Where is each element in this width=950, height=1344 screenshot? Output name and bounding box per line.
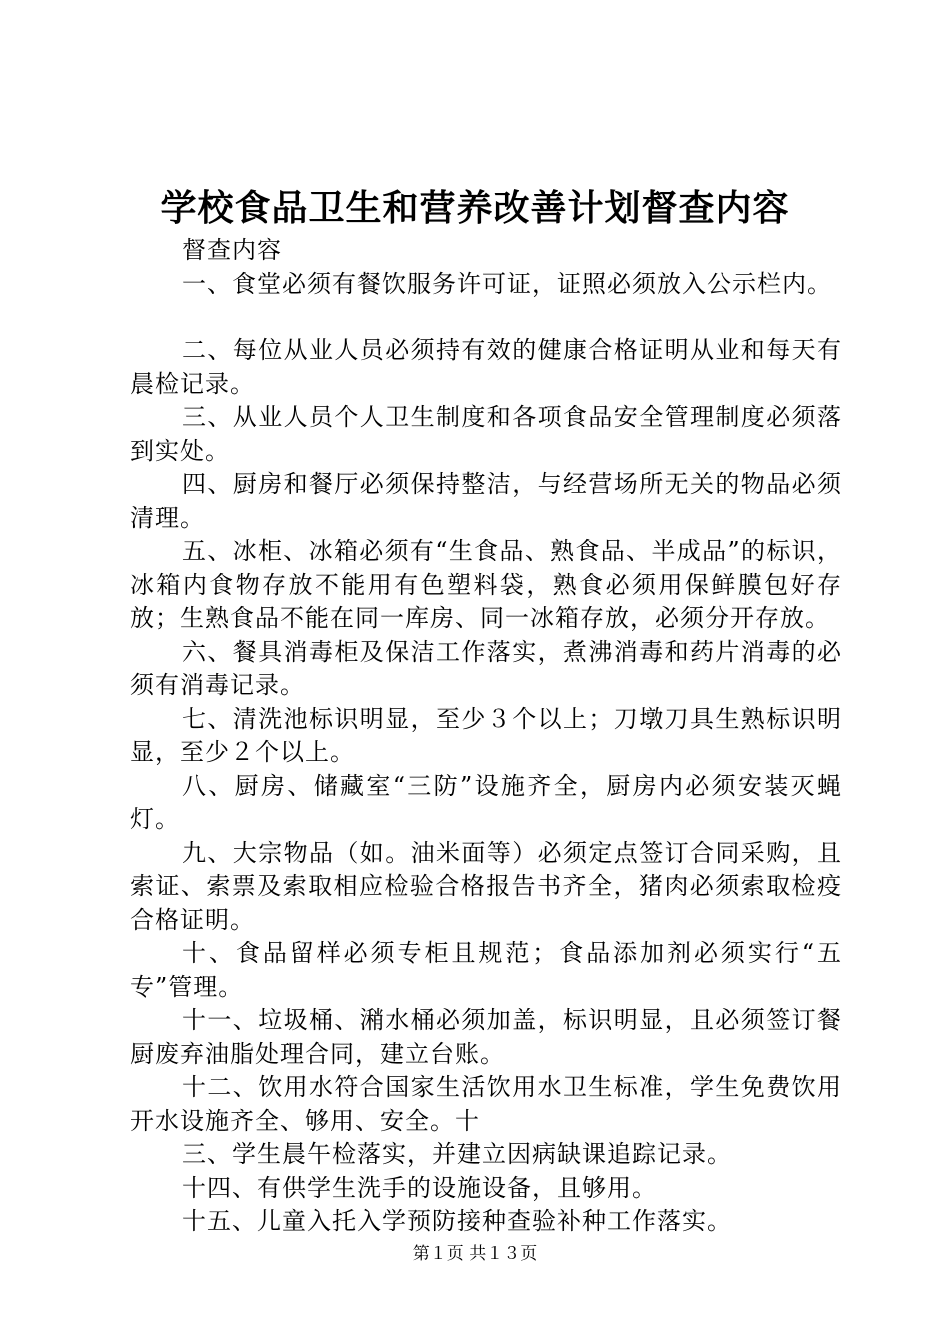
- paragraph: 十四、有供学生洗手的设施设备，且够用。: [182, 1173, 657, 1202]
- document-title: 学校食品卫生和营养改善计划督查内容: [160, 187, 790, 229]
- paragraph: 三、从业人员个人卫生制度和各项食品安全管理制度必须落到实处。: [130, 403, 842, 465]
- paragraph: 十、食品留样必须专柜且规范；食品添加剂必须实行“五专”管理。: [130, 939, 842, 1001]
- paragraph: 六、餐具消毒柜及保洁工作落实，煮沸消毒和药片消毒的必须有消毒记录。: [130, 637, 842, 699]
- paragraph: 十一、垃圾桶、潲水桶必须加盖，标识明显，且必须签订餐厨废弃油脂处理合同，建立台账。: [130, 1006, 842, 1068]
- paragraph: 八、厨房、储藏室“三防”设施齐全，厨房内必须安装灭蝇灯。: [130, 771, 842, 833]
- paragraph: 三、学生晨午检落实，并建立因病缺课追踪记录。: [182, 1140, 732, 1168]
- paragraph: 五、冰柜、冰箱必须有“生食品、熟食品、半成品”的标识，冰箱内食物存放不能用有色塑料袋，熟食必须用保鲜膜包好存放；生熟食品不能在同一库房、同一冰箱存放，必须分开存放。: [130, 537, 842, 632]
- paragraph: 二、每位从业人员必须持有效的健康合格证明从业和每天有晨检记录。: [130, 336, 842, 398]
- paragraph: 十五、儿童入托入学预防接种查验补种工作落实。: [182, 1207, 732, 1235]
- paragraph: 督查内容: [182, 236, 282, 264]
- paragraph: 四、厨房和餐厅必须保持整洁，与经营场所无关的物品必须清理。: [130, 470, 842, 532]
- paragraph: 一、食堂必须有餐饮服务许可证，证照必须放入公示栏内。: [182, 269, 832, 298]
- paragraph: 九、大宗物品（如。油米面等）必须定点签订合同采购，且索证、索票及索取相应检验合格报告书齐全，猪肉必须索取检疫合格证明。: [130, 838, 842, 934]
- page-footer: 第１页 共１３页: [412, 1244, 538, 1264]
- paragraph: 十二、饮用水符合国家生活饮用水卫生标准，学生免费饮用开水设施齐全、够用、安全。十: [130, 1073, 842, 1135]
- paragraph: 七、清洗池标识明显，至少３个以上；刀墩刀具生熟标识明显，至少２个以上。: [130, 704, 842, 766]
- document-body: [130, 234, 842, 1239]
